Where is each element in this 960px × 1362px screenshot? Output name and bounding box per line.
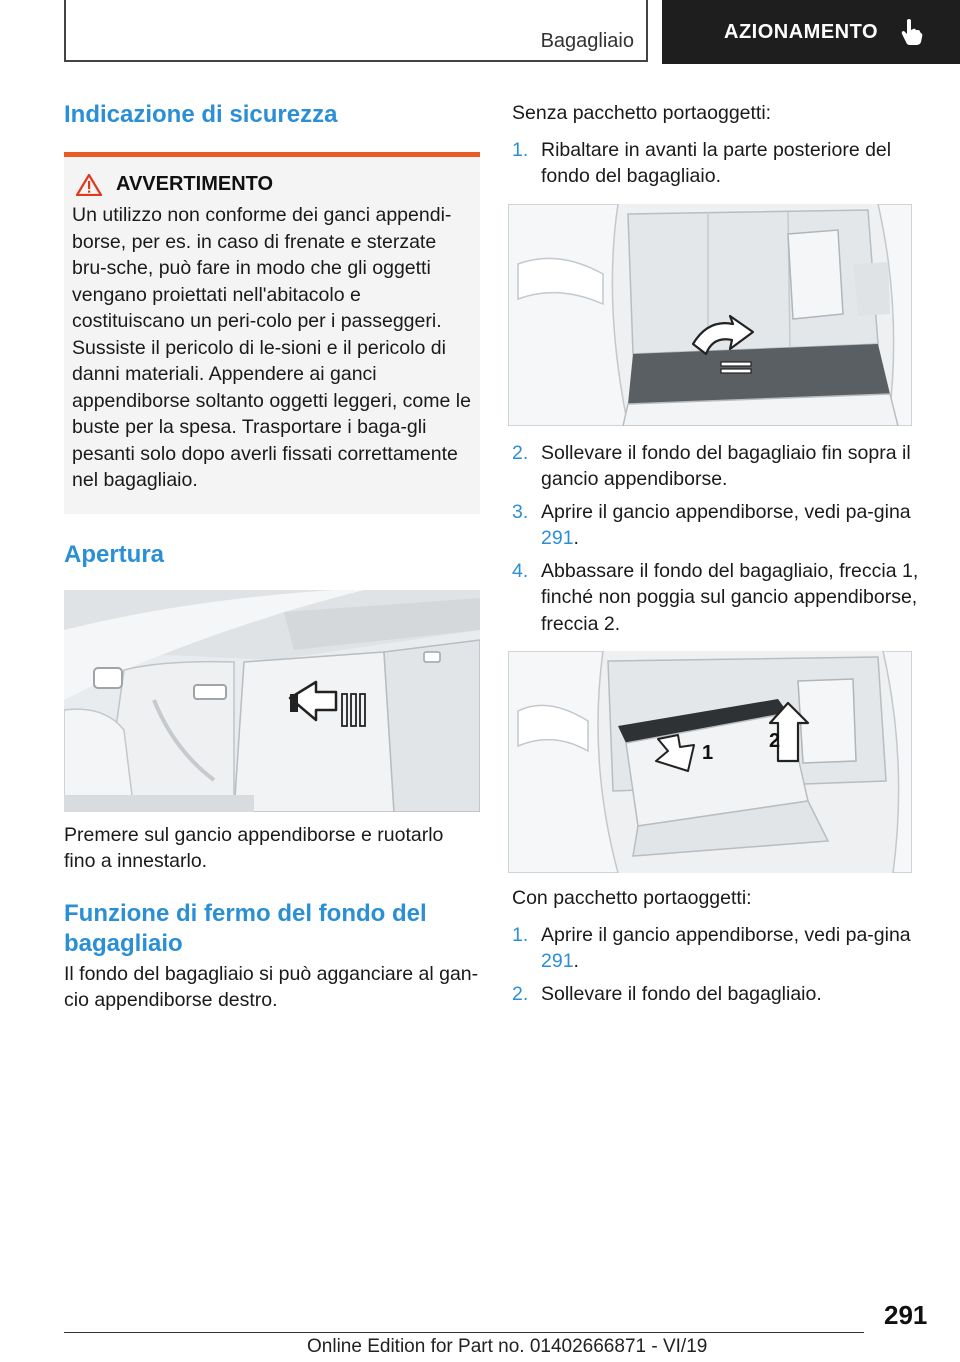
heading-lock-function: Funzione di fermo del fondo del bagagliaio bbox=[64, 899, 427, 957]
warning-triangle-icon bbox=[76, 174, 102, 196]
with-package-label: Con pacchetto portaoggetti: bbox=[512, 887, 752, 909]
heading-opening: Apertura bbox=[64, 540, 165, 568]
list-item: 1. Aprire il gancio appendiborse, vedi pa-gina 291. bbox=[512, 923, 911, 972]
list-item: 2. Sollevare il fondo del bagagliaio fin sopra il gancio appendiborse. bbox=[512, 441, 911, 490]
warning-title: AVVERTIMENTO bbox=[116, 173, 274, 195]
figure-hook-opening bbox=[64, 590, 480, 812]
without-package-label: Senza pacchetto portaoggetti: bbox=[512, 102, 772, 124]
figure-lower-floor bbox=[508, 651, 912, 873]
list-item: 1. Ribaltare in avanti la parte posteriore del fondo del bagagliaio. bbox=[512, 138, 892, 187]
header-chapter-title: AZIONAMENTO bbox=[724, 20, 879, 43]
warning-title-row bbox=[72, 173, 472, 196]
footer-divider bbox=[64, 1332, 864, 1333]
page-link[interactable]: 291 bbox=[541, 950, 574, 972]
page-number: 291 bbox=[884, 1300, 928, 1330]
list-item: 3. Aprire il gancio appendiborse, vedi pa-gina 291. bbox=[512, 500, 911, 549]
warning-text: Un utilizzo non conforme dei ganci appendi-borse, per es. in caso di frenate e sterzate bru-sche, può fare in modo che gli oggetti vengano proiettati nell'abitacolo e costituiscano un peri-colo per i passeggeri. Sussiste il pericolo di le-sioni e il pericolo di danni materiali. Appendere ai ganci appendiborse soltanto oggetti leggeri, come le buste per la spesa. Trasportare i baga-gli pesanti solo dopo averli fissati correttamente nel bagagliaio. bbox=[72, 204, 471, 491]
heading-safety: Indicazione di sicurezza bbox=[64, 101, 338, 128]
figure-fold-floor bbox=[508, 204, 912, 426]
steps-without-package-a bbox=[508, 137, 920, 190]
hand-pointer-icon bbox=[900, 18, 924, 46]
list-item: 2. Sollevare il fondo del bagagliaio. bbox=[512, 982, 822, 1005]
opening-instruction: Premere sul gancio appendiborse e ruotarlo fino a innestarlo. bbox=[64, 823, 444, 872]
footer-edition: Online Edition for Part no. 01402666871 - VI/19 bbox=[307, 1336, 708, 1357]
header-section-title: Bagagliaio bbox=[540, 30, 634, 52]
right-column bbox=[508, 100, 920, 1007]
steps-with-package bbox=[508, 922, 920, 1008]
left-column bbox=[64, 100, 480, 1014]
figure-label-2: 2 bbox=[769, 730, 781, 752]
list-item: 4. Abbassare il fondo del bagagliaio, freccia 1, finché non poggia sul gancio appendiborse, freccia 2. bbox=[512, 559, 919, 635]
steps-without-package-b bbox=[508, 440, 920, 638]
warning-box bbox=[64, 152, 480, 514]
header-chapter-tab bbox=[662, 0, 960, 64]
figure-label-1: 1 bbox=[702, 742, 714, 764]
lock-function-text: Il fondo del bagagliaio si può agganciare al gan-cio appendiborse destro. bbox=[64, 962, 479, 1011]
page-link[interactable]: 291 bbox=[541, 527, 574, 549]
